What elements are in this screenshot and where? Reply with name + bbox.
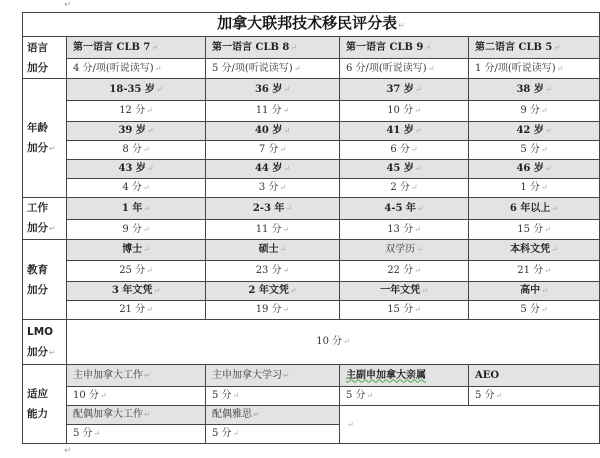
cell-text: 第一语言 CLB 9 ↵ bbox=[346, 42, 431, 53]
cell-text: 4 分/项(听说读写) ↵ bbox=[73, 63, 161, 74]
cell-text: 12 分 ↵ bbox=[119, 105, 153, 116]
table-cell bbox=[206, 141, 340, 160]
cell-text: 10 分 ↵ bbox=[316, 336, 350, 347]
table-cell bbox=[340, 160, 469, 179]
adaptability-row bbox=[23, 406, 600, 425]
table-cell bbox=[340, 141, 469, 160]
table-cell bbox=[67, 365, 206, 387]
cell-text: 能力 bbox=[27, 408, 48, 420]
cell-text: 45 岁 ↵ bbox=[386, 163, 421, 174]
cell-text: 18-35 岁 ↵ bbox=[109, 84, 162, 95]
table-cell bbox=[469, 79, 600, 101]
table-cell bbox=[340, 101, 469, 122]
work-row bbox=[23, 198, 600, 220]
education-label bbox=[23, 240, 67, 320]
lmo-points bbox=[67, 320, 600, 365]
cell-text: 11 分 ↵ bbox=[256, 105, 290, 116]
table-cell bbox=[206, 179, 340, 198]
table-cell bbox=[67, 122, 206, 141]
cell-text: 加分 bbox=[27, 61, 48, 74]
cell-text: 5 分 ↵ bbox=[212, 428, 239, 439]
age-points-row bbox=[23, 141, 600, 160]
cell-text: 9 分 ↵ bbox=[122, 224, 149, 235]
cell-text: 25 分 ↵ bbox=[119, 265, 153, 276]
cell-text: 教育 bbox=[27, 263, 48, 276]
cell-text: 2-3 年 ↵ bbox=[253, 203, 292, 214]
cell-text: 46 岁 ↵ bbox=[516, 163, 551, 174]
table-cell bbox=[469, 282, 600, 301]
table-cell bbox=[469, 261, 600, 282]
age-points-row bbox=[23, 101, 600, 122]
table-cell bbox=[206, 37, 340, 59]
table-cell bbox=[206, 101, 340, 122]
cell-text: 23 分 ↵ bbox=[256, 265, 290, 276]
title-row bbox=[23, 13, 600, 37]
cell-text: 15 分 ↵ bbox=[517, 224, 551, 235]
table-cell bbox=[340, 198, 469, 220]
cell-text: 22 分 ↵ bbox=[387, 265, 421, 276]
table-cell bbox=[67, 301, 206, 320]
table-cell bbox=[469, 122, 600, 141]
language-label bbox=[23, 37, 67, 79]
cell-text: 13 分 ↵ bbox=[387, 224, 421, 235]
table-cell bbox=[67, 79, 206, 101]
table-cell bbox=[206, 425, 340, 444]
cell-text: 41 岁 ↵ bbox=[386, 125, 421, 136]
cell-text: 双学历 ↵ bbox=[385, 244, 423, 255]
cell-text: AEO bbox=[475, 369, 500, 381]
cell-text: 21 分 ↵ bbox=[517, 265, 551, 276]
fsw-points-table bbox=[22, 12, 600, 444]
cell-text: 主申加拿大工作 ↵ bbox=[73, 370, 151, 381]
age-row bbox=[23, 160, 600, 179]
table-cell bbox=[206, 406, 340, 425]
age-row bbox=[23, 79, 600, 101]
cell-text: 5 分 ↵ bbox=[475, 390, 502, 401]
cell-text: 19 分 ↵ bbox=[256, 304, 290, 315]
cell-text: 42 岁 ↵ bbox=[516, 125, 551, 136]
cell-text: 8 分 ↵ bbox=[122, 144, 149, 155]
cell-text: 11 分 ↵ bbox=[256, 224, 290, 235]
table-cell bbox=[67, 282, 206, 301]
cell-text: 配偶加拿大工作 ↵ bbox=[73, 409, 151, 420]
table-cell bbox=[67, 220, 206, 240]
table-cell bbox=[67, 261, 206, 282]
cell-text: 主副申加拿大亲属 bbox=[346, 369, 426, 381]
cell-text: 语言 bbox=[27, 41, 48, 54]
table-cell bbox=[469, 198, 600, 220]
cell-text: 博士 ↵ bbox=[122, 244, 150, 255]
cell-text: 9 分 ↵ bbox=[520, 105, 547, 116]
table-cell bbox=[206, 240, 340, 261]
age-row bbox=[23, 122, 600, 141]
cell-text: 38 岁 ↵ bbox=[516, 84, 551, 95]
table-cell bbox=[67, 37, 206, 59]
table-cell bbox=[67, 101, 206, 122]
table-cell bbox=[340, 59, 469, 79]
table-title-text: 加拿大联邦技术移民评分表 ↵ bbox=[217, 14, 405, 32]
table-cell bbox=[206, 220, 340, 240]
cell-text: 第二语言 CLB 5 ↵ bbox=[475, 42, 560, 53]
cell-text: 39 岁 ↵ bbox=[118, 125, 153, 136]
cell-text: 硕士 ↵ bbox=[259, 244, 287, 255]
table-cell bbox=[340, 122, 469, 141]
cell-text: 加分 ↵ bbox=[27, 222, 56, 234]
cell-text: 配偶雅思 ↵ bbox=[212, 409, 260, 420]
cell-text: 43 岁 ↵ bbox=[118, 163, 153, 174]
cell-text: 2 分 ↵ bbox=[390, 182, 417, 193]
table-cell bbox=[340, 365, 469, 387]
table-cell bbox=[67, 179, 206, 198]
table-cell bbox=[206, 79, 340, 101]
table-cell bbox=[340, 282, 469, 301]
table-cell bbox=[340, 261, 469, 282]
cell-text: 1 分 ↵ bbox=[520, 182, 547, 193]
work-label bbox=[23, 198, 67, 240]
lmo-row bbox=[23, 320, 600, 365]
paragraph-mark bbox=[346, 419, 354, 430]
cell-text: 高中 ↵ bbox=[520, 285, 548, 296]
cell-text: 7 分 ↵ bbox=[259, 144, 286, 155]
age-points-row bbox=[23, 179, 600, 198]
table-cell bbox=[469, 301, 600, 320]
adaptability-row bbox=[23, 365, 600, 387]
cell-text: 36 岁 ↵ bbox=[255, 84, 290, 95]
table-cell bbox=[206, 160, 340, 179]
table-cell bbox=[469, 220, 600, 240]
cell-text: 6 分 ↵ bbox=[390, 144, 417, 155]
cell-text: 4 分 ↵ bbox=[122, 182, 149, 193]
age-label bbox=[23, 79, 67, 198]
cell-text: 本科文凭 ↵ bbox=[510, 244, 558, 255]
cell-text: 2 年文凭 ↵ bbox=[248, 285, 296, 296]
table-cell bbox=[67, 387, 206, 406]
cell-text: 适应 bbox=[27, 388, 48, 400]
table-cell bbox=[340, 79, 469, 101]
cell-text: 15 分 ↵ bbox=[387, 304, 421, 315]
language-header-row bbox=[23, 37, 600, 59]
cell-text: 加分 bbox=[27, 283, 48, 296]
cell-text: 3 分 ↵ bbox=[259, 182, 286, 193]
table-cell bbox=[340, 240, 469, 261]
paragraph-mark: ↵ bbox=[64, 0, 72, 10]
cell-text: 5 分 ↵ bbox=[346, 390, 373, 401]
work-points-row bbox=[23, 220, 600, 240]
table-cell bbox=[67, 141, 206, 160]
cell-text: 37 岁 ↵ bbox=[386, 84, 421, 95]
cell-text: 1 分/项(听说读写) ↵ bbox=[475, 63, 563, 74]
cell-text: 10 分 ↵ bbox=[387, 105, 421, 116]
table-cell bbox=[206, 122, 340, 141]
table-cell bbox=[206, 365, 340, 387]
table-cell bbox=[67, 425, 206, 444]
cell-text: 21 分 ↵ bbox=[119, 304, 153, 315]
empty-cell bbox=[340, 406, 600, 444]
lmo-label bbox=[23, 320, 67, 365]
cell-text: 10 分 ↵ bbox=[73, 390, 107, 401]
table-cell bbox=[469, 365, 600, 387]
table-cell bbox=[340, 387, 469, 406]
table-cell bbox=[67, 240, 206, 261]
cell-text: 5 分 ↵ bbox=[73, 428, 100, 439]
cell-text: 年龄 bbox=[27, 121, 48, 134]
table-cell bbox=[206, 261, 340, 282]
cell-text: 3 年文凭 ↵ bbox=[112, 285, 160, 296]
table-cell bbox=[206, 59, 340, 79]
cell-text: 4-5 年 ↵ bbox=[384, 203, 423, 214]
cell-text: 6 年以上 ↵ bbox=[510, 203, 558, 214]
cell-text: 5 分/项(听说读写) ↵ bbox=[212, 63, 300, 74]
cell-text: 第一语言 CLB 8 ↵ bbox=[212, 42, 297, 53]
education-row bbox=[23, 240, 600, 261]
cell-text: 44 岁 ↵ bbox=[255, 163, 290, 174]
table-cell bbox=[469, 240, 600, 261]
cell-text: 主申加拿大学习 ↵ bbox=[212, 370, 290, 381]
cell-text: 5 分 ↵ bbox=[520, 304, 547, 315]
cell-text: 工作 bbox=[27, 202, 48, 214]
table-cell bbox=[340, 301, 469, 320]
table-cell bbox=[469, 141, 600, 160]
cell-text: 第一语言 CLB 7 ↵ bbox=[73, 42, 158, 53]
adaptability-points-row bbox=[23, 387, 600, 406]
table-cell bbox=[469, 59, 600, 79]
education-row bbox=[23, 282, 600, 301]
table-cell bbox=[206, 198, 340, 220]
table-title bbox=[23, 13, 600, 37]
cell-text: LMO bbox=[27, 325, 54, 338]
language-points-row bbox=[23, 59, 600, 79]
cell-text: 5 分 ↵ bbox=[520, 144, 547, 155]
adaptability-label bbox=[23, 365, 67, 444]
table-cell bbox=[206, 387, 340, 406]
table-cell bbox=[206, 282, 340, 301]
table-cell bbox=[469, 179, 600, 198]
cell-text: 加分 ↵ bbox=[27, 142, 56, 154]
cell-text: 加分 ↵ bbox=[27, 346, 56, 358]
table-cell bbox=[469, 37, 600, 59]
table-cell bbox=[469, 101, 600, 122]
table-cell bbox=[67, 59, 206, 79]
cell-text: 5 分 ↵ bbox=[212, 390, 239, 401]
table-cell bbox=[67, 406, 206, 425]
table-cell bbox=[340, 220, 469, 240]
table-cell bbox=[67, 198, 206, 220]
table-cell bbox=[340, 37, 469, 59]
cell-text: 一年文凭 ↵ bbox=[380, 285, 428, 296]
education-points-row bbox=[23, 261, 600, 282]
cell-text: 6 分/项(听说读写) ↵ bbox=[346, 63, 434, 74]
table-cell bbox=[206, 301, 340, 320]
cell-text: 40 岁 ↵ bbox=[255, 125, 290, 136]
paragraph-mark: ↵ bbox=[64, 446, 72, 456]
table-cell bbox=[469, 160, 600, 179]
table-cell bbox=[67, 160, 206, 179]
education-points-row bbox=[23, 301, 600, 320]
cell-text: 1 年 ↵ bbox=[122, 203, 150, 214]
table-cell bbox=[469, 387, 600, 406]
table-cell bbox=[340, 179, 469, 198]
